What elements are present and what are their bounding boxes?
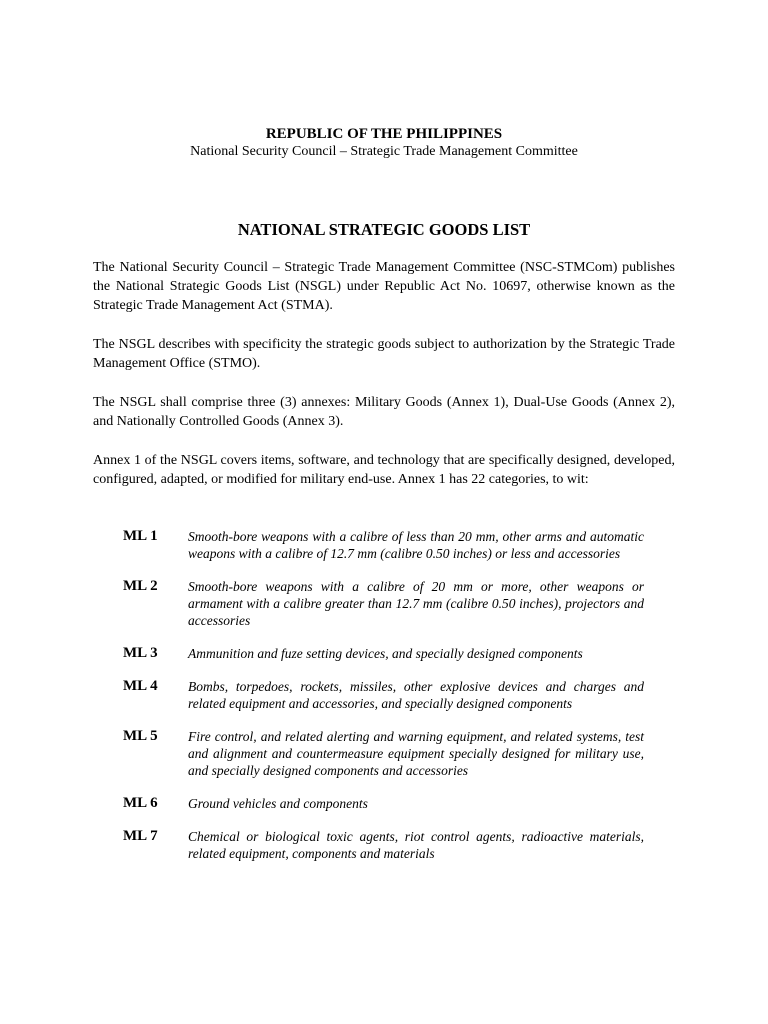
- military-list: [123, 528, 644, 878]
- ml-code: ML 5: [123, 728, 158, 744]
- ml-code: ML 2: [123, 578, 158, 594]
- ml-description: Chemical or biological toxic agents, riot control agents, radioactive materials, related equipment, components and materials: [188, 829, 644, 861]
- annex-1-paragraph: Annex 1 of the NSGL covers items, software, and technology that are specifically designed, developed, configured, adapted, or modified for military end-use. Annex 1 has 22 categories, to wit:: [93, 453, 675, 487]
- intro-paragraph: The National Security Council – Strategic Trade Management Committee (NSC-STMCom) publishes the National Strategic Goods List (NSGL) under Republic Act No. 10697, otherwise known as the Strategic Trade Management Act (STMA).: [93, 260, 675, 313]
- ml-code: ML 6: [123, 795, 158, 811]
- ml-code: ML 4: [123, 678, 158, 694]
- annexes-paragraph: The NSGL shall comprise three (3) annexes: Military Goods (Annex 1), Dual-Use Goods (Annex 2), and Nationally Controlled Goods (Annex 3).: [93, 395, 675, 429]
- document-title: NATIONAL STRATEGIC GOODS LIST: [237, 220, 531, 239]
- list-item: [123, 528, 644, 562]
- list-item: [123, 795, 644, 812]
- ml-code: ML 3: [123, 645, 158, 661]
- country-heading: REPUBLIC OF THE PHILIPPINES: [265, 126, 503, 142]
- list-item: [123, 678, 644, 712]
- nsgl-description-paragraph: The NSGL describes with specificity the strategic goods subject to authorization by the Strategic Trade Management Office (STMO).: [93, 337, 675, 371]
- ml-description: Ground vehicles and components: [188, 796, 368, 811]
- list-item: [123, 728, 644, 779]
- ml-code: ML 7: [123, 828, 158, 844]
- document-body: [93, 258, 675, 509]
- ml-description: Ammunition and fuze setting devices, and specially designed components: [188, 646, 583, 661]
- council-subheading: National Security Council – Strategic Trade Management Committee: [190, 144, 578, 159]
- document-header: [0, 125, 768, 161]
- list-item: [123, 828, 644, 862]
- ml-code: ML 1: [123, 528, 158, 544]
- list-item: [123, 645, 644, 662]
- list-item: [123, 578, 644, 629]
- ml-description: Smooth-bore weapons with a calibre of 20 mm or more, other weapons or armament with a calibre greater than 12.7 mm (calibre 0.50 inches), projectors and accessories: [188, 579, 644, 628]
- ml-description: Smooth-bore weapons with a calibre of less than 20 mm, other arms and automatic weapons with a calibre of 12.7 mm (calibre 0.50 inches) or less and accessories: [188, 529, 644, 561]
- ml-description: Fire control, and related alerting and warning equipment, and related systems, test and alignment and countermeasure equipment specially designed for military use, and specially designed components and accessories: [188, 729, 644, 778]
- ml-description: Bombs, torpedoes, rockets, missiles, other explosive devices and charges and related equipment and accessories, and specially designed components: [188, 679, 644, 711]
